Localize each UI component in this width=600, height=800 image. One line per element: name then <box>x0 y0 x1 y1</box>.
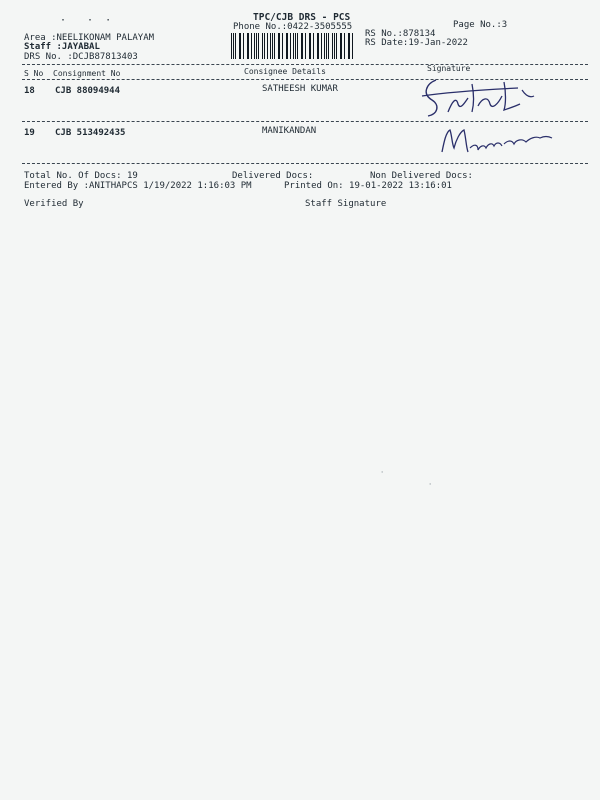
barcode-bar <box>231 33 232 59</box>
staff-field: Staff :JAYABAL <box>24 42 100 52</box>
barcode-bar <box>243 33 244 59</box>
signature-manikandan <box>436 122 556 160</box>
row-19-consignee: MANIKANDAN <box>262 126 317 136</box>
printed-on: Printed On: 19-01-2022 13:16:01 <box>284 181 452 191</box>
column-header-consignment: Consignment No <box>53 69 121 78</box>
barcode-bar <box>279 33 280 59</box>
staff-signature-label: Staff Signature <box>305 199 387 209</box>
column-header-consignee: Consignee Details <box>244 67 326 76</box>
signature-satheesh <box>418 74 538 120</box>
barcode-bar <box>287 33 288 59</box>
barcode-bar <box>297 33 298 59</box>
barcode-bar <box>270 33 271 59</box>
barcode-bar <box>344 33 345 59</box>
document-title: TPC/CJB DRS - PCS <box>253 12 351 23</box>
area-field: Area :NEELIKONAM PALAYAM <box>24 33 155 43</box>
row-18-consignee: SATHEESH KUMAR <box>262 84 338 94</box>
barcode-bar <box>348 33 349 59</box>
barcode-bar <box>336 33 337 59</box>
scan-specks: · · · <box>60 15 115 26</box>
row-divider-2 <box>22 163 588 164</box>
column-header-signature: Signature <box>427 64 471 73</box>
barcode-bar <box>324 33 325 59</box>
phone-number: Phone No.:0422-3505555 <box>233 22 353 32</box>
barcode-bar <box>305 33 306 59</box>
row-18-sno: 18 <box>24 86 35 96</box>
row-19-consignment: CJB 513492435 <box>55 128 126 138</box>
rs-date: RS Date:19-Jan-2022 <box>365 38 468 48</box>
total-docs: Total No. Of Docs: 19 <box>24 171 138 181</box>
scan-mark: ' <box>380 470 385 478</box>
barcode-bar <box>313 33 314 59</box>
scan-mark: ' <box>428 482 433 490</box>
barcode-bar <box>262 33 263 59</box>
barcode-bar <box>332 33 333 59</box>
barcode <box>231 33 355 59</box>
barcode-bar <box>282 33 283 59</box>
delivered-docs: Delivered Docs: <box>232 171 314 181</box>
rs-number: RS No.:878134 <box>365 29 436 39</box>
barcode-bar <box>239 33 240 59</box>
header-divider <box>22 64 588 65</box>
verified-by-label: Verified By <box>24 199 84 209</box>
row-19-sno: 19 <box>24 128 35 138</box>
page-number: Page No.:3 <box>453 20 508 30</box>
barcode-bar <box>310 33 311 59</box>
non-delivered-docs: Non Delivered Docs: <box>370 171 473 181</box>
barcode-bar <box>251 33 252 59</box>
entered-by: Entered By :ANITHAPCS 1/19/2022 1:16:03 PM <box>24 181 252 191</box>
row-18-consignment: CJB 88094944 <box>55 86 121 96</box>
barcode-bar <box>258 33 259 59</box>
column-header-sno: S No <box>24 69 44 78</box>
drs-number: DRS No. :DCJB87813403 <box>24 52 138 62</box>
